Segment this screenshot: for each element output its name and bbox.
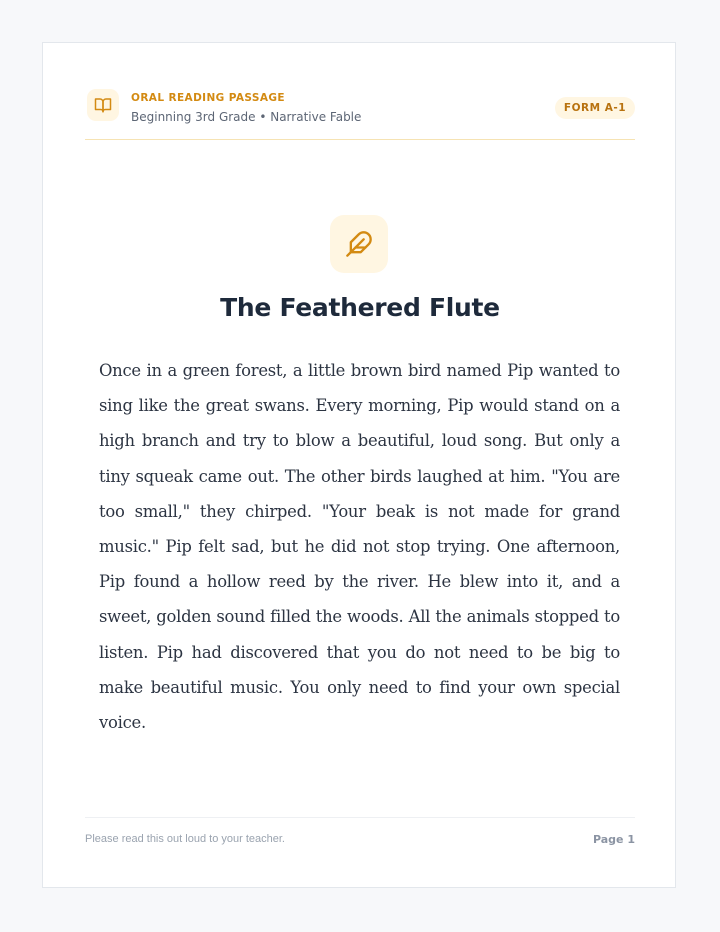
passage-header [85, 89, 635, 140]
form-badge: FORM A-1 [555, 97, 635, 119]
reading-instruction: Please read this out loud to your teacher. [85, 833, 285, 845]
page-footer [85, 817, 635, 858]
book-icon-badge [87, 89, 119, 121]
story-title: The Feathered Flute [220, 293, 500, 322]
passage-page [42, 42, 676, 888]
feather-icon-badge [330, 215, 388, 273]
grade-genre-label: Beginning 3rd Grade • Narrative Fable [131, 110, 362, 124]
book-icon [94, 96, 112, 114]
story-passage: Once in a green forest, a little brown bird named Pip wanted to sing like the great swans. Every morning, Pip would stand on a high branch and try to blow a beautiful, loud song. But only a tiny squeak came out. The other birds laughed at him. "You are too small," they chirped. "Your beak is not made for grand music." Pip felt sad, but he did not stop trying. One afternoon, Pip found a hollow reed by the river. He blew into it, and a sweet, golden sound filled the woods. All the animals stopped to listen. Pip had discovered that you do not need to be big to make beautiful music. You only need to find your own special voice. [99, 361, 620, 733]
page-number: Page 1 [592, 833, 635, 846]
passage-type-label: ORAL READING PASSAGE [131, 92, 285, 104]
header-text [131, 91, 361, 125]
feather-icon [345, 230, 373, 258]
